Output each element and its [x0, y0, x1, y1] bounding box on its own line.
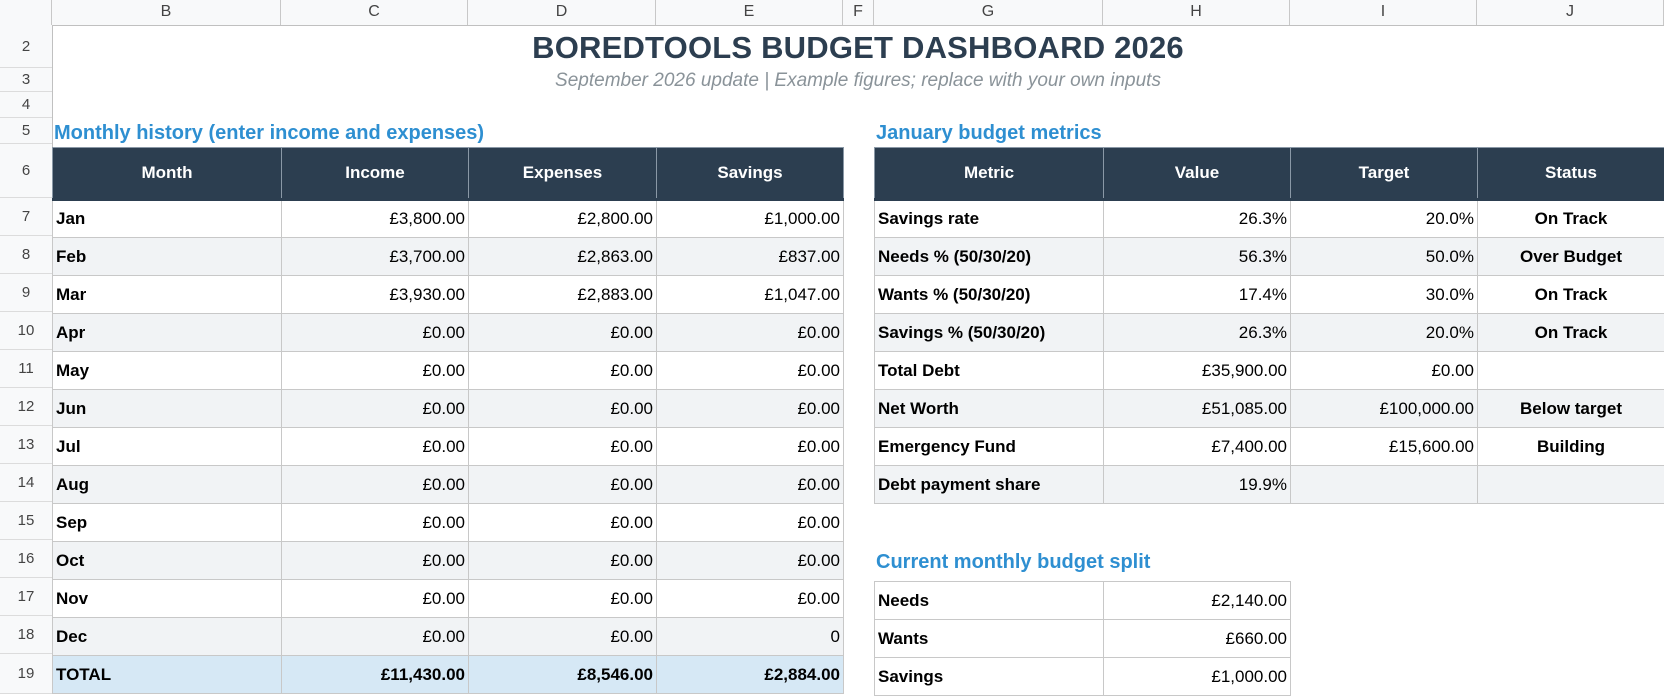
history-row [53, 276, 844, 314]
metric-name-cell[interactable]: Total Debt [875, 352, 1104, 390]
header-value[interactable]: Value [1104, 148, 1291, 200]
month-cell[interactable]: Mar [53, 276, 282, 314]
history-header-row [53, 148, 844, 200]
month-cell[interactable]: Jul [53, 428, 282, 466]
metric-row [875, 276, 1664, 314]
header-target[interactable]: Target [1291, 148, 1478, 200]
income-cell[interactable]: £3,800.00 [282, 200, 469, 238]
expenses-cell[interactable]: £0.00 [469, 390, 657, 428]
row-header-17[interactable]: 17 [0, 578, 52, 616]
split-category-cell[interactable]: Needs [875, 582, 1104, 620]
history-row [53, 504, 844, 542]
expenses-cell[interactable]: £0.00 [469, 504, 657, 542]
metric-target-cell[interactable]: 20.0% [1291, 314, 1478, 352]
column-header-c[interactable]: C [281, 0, 468, 25]
expenses-cell[interactable]: £0.00 [469, 542, 657, 580]
total-expenses-cell[interactable]: £8,546.00 [469, 656, 657, 694]
metric-row [875, 238, 1664, 276]
total-savings-cell[interactable]: £2,884.00 [657, 656, 844, 694]
expenses-cell[interactable]: £2,863.00 [469, 238, 657, 276]
metric-value-cell[interactable]: £51,085.00 [1104, 390, 1291, 428]
row-header-4[interactable]: 4 [0, 92, 52, 118]
history-row [53, 542, 844, 580]
row-header-12[interactable]: 12 [0, 388, 52, 426]
savings-cell[interactable]: £1,000.00 [657, 200, 844, 238]
budget-metrics-table [874, 147, 1664, 504]
row-header-2[interactable]: 2 [0, 25, 52, 68]
income-cell[interactable]: £3,930.00 [282, 276, 469, 314]
split-heading[interactable]: Current monthly budget split [876, 551, 1150, 574]
column-header-e[interactable]: E [656, 0, 843, 25]
metric-name-cell[interactable]: Needs % (50/30/20) [875, 238, 1104, 276]
row-header-11[interactable]: 11 [0, 350, 52, 388]
income-cell[interactable]: £0.00 [282, 428, 469, 466]
history-row [53, 390, 844, 428]
split-category-cell[interactable]: Wants [875, 620, 1104, 658]
column-header-f[interactable]: F [843, 0, 874, 25]
metric-row [875, 314, 1664, 352]
savings-cell[interactable]: £837.00 [657, 238, 844, 276]
row-header-14[interactable]: 14 [0, 464, 52, 502]
column-header-g[interactable]: G [874, 0, 1103, 25]
row-header-19[interactable]: 19 [0, 654, 52, 694]
row-header-8[interactable]: 8 [0, 236, 52, 274]
select-all-corner[interactable] [0, 0, 52, 25]
expenses-cell[interactable]: £0.00 [469, 618, 657, 656]
metric-name-cell[interactable]: Debt payment share [875, 466, 1104, 504]
expenses-cell[interactable]: £0.00 [469, 352, 657, 390]
row-header-15[interactable]: 15 [0, 502, 52, 540]
history-row [53, 352, 844, 390]
monthly-history-table [52, 147, 844, 694]
metric-value-cell[interactable]: £7,400.00 [1104, 428, 1291, 466]
row-header-10[interactable]: 10 [0, 312, 52, 350]
income-cell[interactable]: £0.00 [282, 504, 469, 542]
metric-target-cell[interactable]: £15,600.00 [1291, 428, 1478, 466]
metric-target-cell[interactable]: £100,000.00 [1291, 390, 1478, 428]
column-header-b[interactable]: B [52, 0, 281, 25]
row-header-3[interactable]: 3 [0, 68, 52, 92]
metric-name-cell[interactable]: Emergency Fund [875, 428, 1104, 466]
metric-value-cell[interactable]: £35,900.00 [1104, 352, 1291, 390]
total-label-cell[interactable]: TOTAL [53, 656, 282, 694]
metric-status-cell[interactable]: Building [1478, 428, 1664, 466]
history-row [53, 314, 844, 352]
split-amount-cell[interactable]: £1,000.00 [1104, 658, 1291, 696]
split-row [875, 620, 1291, 658]
savings-cell[interactable]: £0.00 [657, 352, 844, 390]
history-row [53, 618, 844, 656]
metric-name-cell[interactable]: Savings rate [875, 200, 1104, 238]
month-cell[interactable]: Apr [53, 314, 282, 352]
split-amount-cell[interactable]: £2,140.00 [1104, 582, 1291, 620]
month-cell[interactable]: Oct [53, 542, 282, 580]
header-metric[interactable]: Metric [875, 148, 1104, 200]
row-header-18[interactable]: 18 [0, 616, 52, 654]
metrics-header-row [875, 148, 1664, 200]
income-cell[interactable]: £0.00 [282, 542, 469, 580]
history-row [53, 428, 844, 466]
history-row [53, 238, 844, 276]
metric-value-cell[interactable]: 19.9% [1104, 466, 1291, 504]
metric-status-cell[interactable] [1478, 466, 1664, 504]
column-header-d[interactable]: D [468, 0, 656, 25]
metric-target-cell[interactable]: £0.00 [1291, 352, 1478, 390]
row-header-6[interactable]: 6 [0, 144, 52, 198]
metric-name-cell[interactable]: Net Worth [875, 390, 1104, 428]
savings-cell[interactable]: £0.00 [657, 542, 844, 580]
column-header-i[interactable]: I [1290, 0, 1477, 25]
income-cell[interactable]: £0.00 [282, 618, 469, 656]
metric-status-cell[interactable]: On Track [1478, 200, 1664, 238]
metric-status-cell[interactable]: On Track [1478, 276, 1664, 314]
metric-row [875, 428, 1664, 466]
header-status[interactable]: Status [1478, 148, 1664, 200]
month-cell[interactable]: Jan [53, 200, 282, 238]
expenses-cell[interactable]: £0.00 [469, 314, 657, 352]
metric-row [875, 200, 1664, 238]
metric-target-cell[interactable]: 50.0% [1291, 238, 1478, 276]
income-cell[interactable]: £0.00 [282, 390, 469, 428]
total-income-cell[interactable]: £11,430.00 [282, 656, 469, 694]
expenses-cell[interactable]: £2,800.00 [469, 200, 657, 238]
row-header-13[interactable]: 13 [0, 426, 52, 464]
history-heading[interactable]: Monthly history (enter income and expenses) [54, 122, 484, 145]
metric-status-cell[interactable]: Below target [1478, 390, 1664, 428]
split-row [875, 658, 1291, 696]
history-body [53, 200, 844, 694]
header-savings[interactable]: Savings [657, 148, 844, 200]
metric-value-cell[interactable]: 17.4% [1104, 276, 1291, 314]
history-row [53, 466, 844, 504]
metric-value-cell[interactable]: 26.3% [1104, 314, 1291, 352]
row-header-7[interactable]: 7 [0, 198, 52, 236]
metric-target-cell[interactable]: 20.0% [1291, 200, 1478, 238]
split-category-cell[interactable]: Savings [875, 658, 1104, 696]
split-body [875, 582, 1291, 696]
header-income[interactable]: Income [282, 148, 469, 200]
metric-status-cell[interactable] [1478, 352, 1664, 390]
savings-cell[interactable]: £0.00 [657, 466, 844, 504]
savings-cell[interactable]: 0 [657, 618, 844, 656]
month-cell[interactable]: Nov [53, 580, 282, 618]
income-cell[interactable]: £0.00 [282, 314, 469, 352]
metrics-body [875, 200, 1664, 504]
metric-row [875, 466, 1664, 504]
metric-row [875, 390, 1664, 428]
savings-cell[interactable]: £0.00 [657, 580, 844, 618]
history-row [53, 580, 844, 618]
savings-cell[interactable]: £0.00 [657, 428, 844, 466]
metric-status-cell[interactable]: Over Budget [1478, 238, 1664, 276]
split-row [875, 582, 1291, 620]
expenses-cell[interactable]: £0.00 [469, 580, 657, 618]
row-header-5[interactable]: 5 [0, 118, 52, 144]
metric-target-cell[interactable] [1291, 466, 1478, 504]
metric-name-cell[interactable]: Wants % (50/30/20) [875, 276, 1104, 314]
history-row [53, 200, 844, 238]
header-month[interactable]: Month [53, 148, 282, 200]
income-cell[interactable]: £0.00 [282, 466, 469, 504]
savings-cell[interactable]: £1,047.00 [657, 276, 844, 314]
month-cell[interactable]: May [53, 352, 282, 390]
row-header-9[interactable]: 9 [0, 274, 52, 312]
expenses-cell[interactable]: £0.00 [469, 428, 657, 466]
metric-status-cell[interactable]: On Track [1478, 314, 1664, 352]
history-total-row [53, 656, 844, 694]
column-header-h[interactable]: H [1103, 0, 1290, 25]
column-header-j[interactable]: J [1477, 0, 1664, 25]
row-header-bar [0, 25, 53, 694]
header-expenses[interactable]: Expenses [469, 148, 657, 200]
month-cell[interactable]: Dec [53, 618, 282, 656]
income-cell[interactable]: £0.00 [282, 580, 469, 618]
split-amount-cell[interactable]: £660.00 [1104, 620, 1291, 658]
income-cell[interactable]: £0.00 [282, 352, 469, 390]
dashboard-title[interactable]: BOREDTOOLS BUDGET DASHBOARD 2026 [52, 30, 1664, 66]
metric-target-cell[interactable]: 30.0% [1291, 276, 1478, 314]
savings-cell[interactable]: £0.00 [657, 314, 844, 352]
dashboard-subtitle[interactable]: September 2026 update | Example figures; replace with your own inputs [52, 70, 1664, 92]
month-cell[interactable]: Aug [53, 466, 282, 504]
month-cell[interactable]: Sep [53, 504, 282, 542]
month-cell[interactable]: Jun [53, 390, 282, 428]
income-cell[interactable]: £3,700.00 [282, 238, 469, 276]
savings-cell[interactable]: £0.00 [657, 390, 844, 428]
row-header-16[interactable]: 16 [0, 540, 52, 578]
expenses-cell[interactable]: £0.00 [469, 466, 657, 504]
expenses-cell[interactable]: £2,883.00 [469, 276, 657, 314]
metric-name-cell[interactable]: Savings % (50/30/20) [875, 314, 1104, 352]
column-header-bar [0, 0, 1664, 26]
month-cell[interactable]: Feb [53, 238, 282, 276]
metric-value-cell[interactable]: 56.3% [1104, 238, 1291, 276]
metrics-heading[interactable]: January budget metrics [876, 122, 1102, 145]
metric-value-cell[interactable]: 26.3% [1104, 200, 1291, 238]
budget-split-table [874, 581, 1291, 696]
metric-row [875, 352, 1664, 390]
savings-cell[interactable]: £0.00 [657, 504, 844, 542]
